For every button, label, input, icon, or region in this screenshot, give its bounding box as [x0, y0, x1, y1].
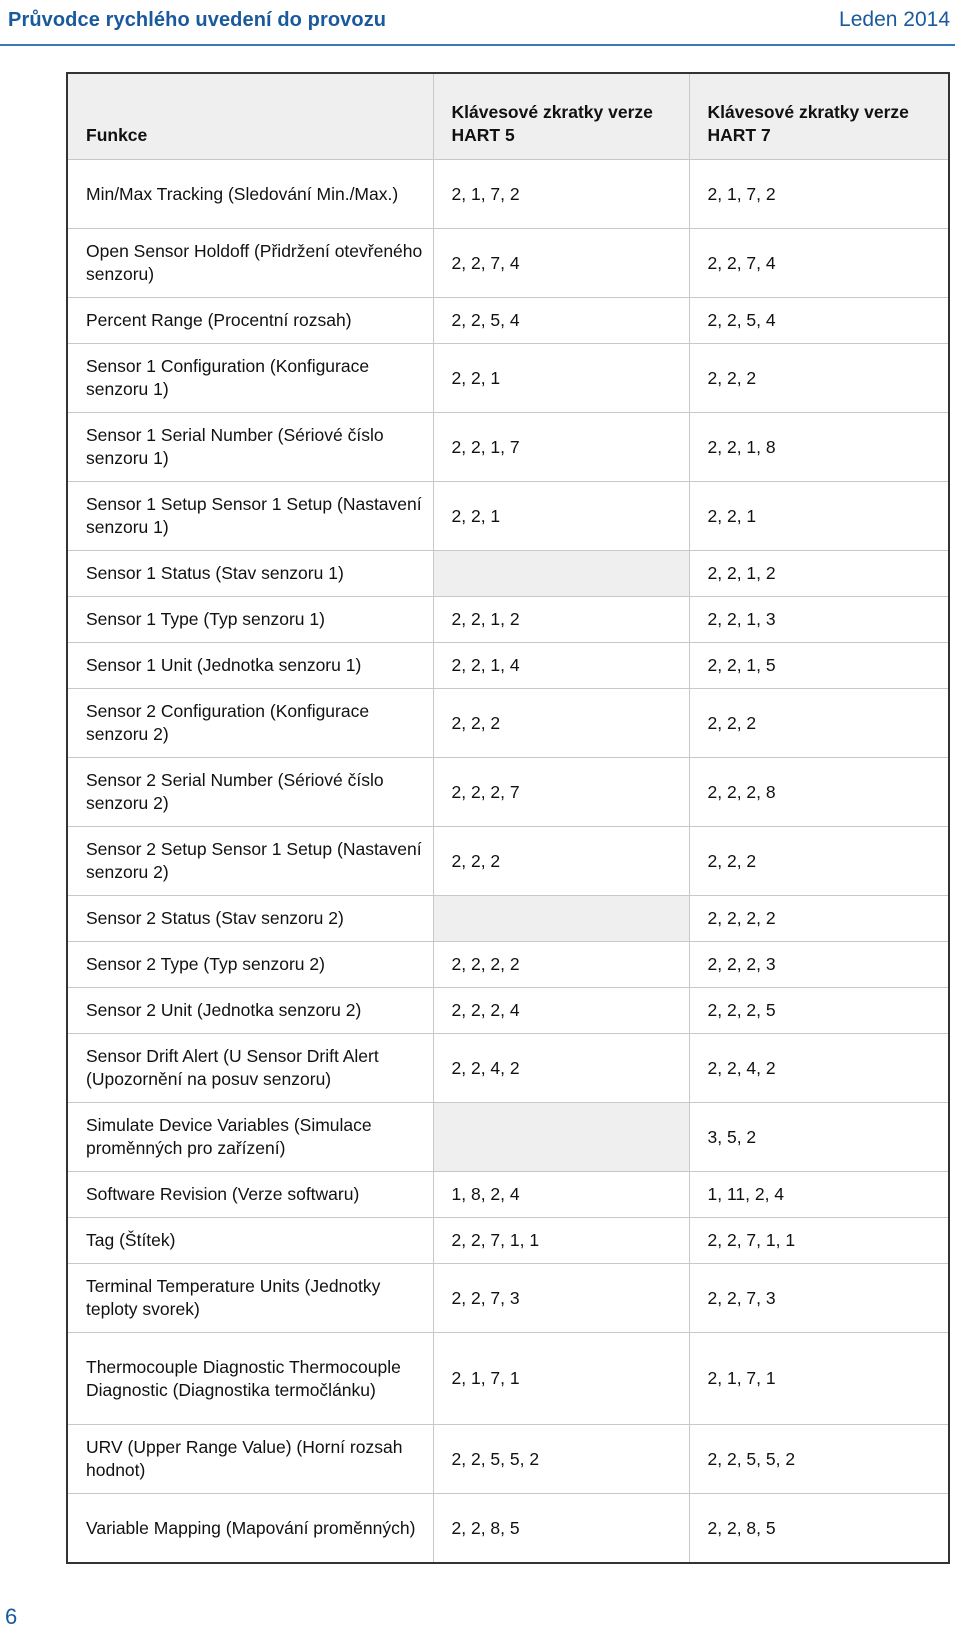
cell-hart5: 1, 8, 2, 4	[433, 1172, 689, 1218]
cell-funkce: Min/Max Tracking (Sledování Min./Max.)	[67, 160, 433, 229]
cell-funkce: Tag (Štítek)	[67, 1218, 433, 1264]
cell-funkce: Sensor 1 Type (Typ senzoru 1)	[67, 597, 433, 643]
cell-hart7: 2, 2, 2, 5	[689, 988, 949, 1034]
table-row	[67, 643, 949, 689]
cell-hart5: 2, 2, 8, 5	[433, 1494, 689, 1564]
cell-hart5: 2, 2, 2	[433, 827, 689, 896]
cell-funkce: Sensor 1 Unit (Jednotka senzoru 1)	[67, 643, 433, 689]
cell-funkce: Sensor 2 Status (Stav senzoru 2)	[67, 896, 433, 942]
cell-hart7: 2, 2, 7, 4	[689, 229, 949, 298]
cell-hart7: 2, 2, 2	[689, 344, 949, 413]
table-row	[67, 988, 949, 1034]
cell-hart7: 2, 2, 2	[689, 827, 949, 896]
cell-hart7: 2, 2, 2, 8	[689, 758, 949, 827]
table-row	[67, 344, 949, 413]
cell-funkce: Thermocouple Diagnostic Thermocouple Diagnostic (Diagnostika termočlánku)	[67, 1333, 433, 1425]
cell-funkce: Percent Range (Procentní rozsah)	[67, 298, 433, 344]
cell-hart5	[433, 1103, 689, 1172]
cell-hart7: 2, 1, 7, 2	[689, 160, 949, 229]
table-row	[67, 298, 949, 344]
shortcut-table	[66, 72, 950, 1564]
cell-funkce: Sensor 1 Serial Number (Sériové číslo senzoru 1)	[67, 413, 433, 482]
column-header-hart5: Klávesové zkratky verze HART 5	[433, 73, 689, 160]
table-row	[67, 1264, 949, 1333]
cell-hart7: 2, 2, 1, 8	[689, 413, 949, 482]
table-row	[67, 942, 949, 988]
table-row	[67, 1494, 949, 1564]
table-row	[67, 758, 949, 827]
cell-hart5: 2, 2, 1	[433, 482, 689, 551]
table-row	[67, 160, 949, 229]
cell-hart5: 2, 2, 5, 4	[433, 298, 689, 344]
cell-hart7: 2, 2, 1, 5	[689, 643, 949, 689]
cell-hart7: 2, 2, 2	[689, 689, 949, 758]
table-row	[67, 413, 949, 482]
cell-hart5	[433, 551, 689, 597]
column-header-funkce: Funkce	[67, 73, 433, 160]
cell-hart5: 2, 2, 7, 4	[433, 229, 689, 298]
page-number: 6	[5, 1604, 18, 1629]
table-row	[67, 1218, 949, 1264]
cell-funkce: Sensor Drift Alert (U Sensor Drift Alert (Upozornění na posuv senzoru)	[67, 1034, 433, 1103]
cell-hart5: 2, 2, 2, 4	[433, 988, 689, 1034]
cell-hart5: 2, 2, 7, 1, 1	[433, 1218, 689, 1264]
cell-funkce: Variable Mapping (Mapování proměnných)	[67, 1494, 433, 1564]
document-date: Leden 2014	[839, 8, 950, 31]
table-body	[67, 160, 949, 1564]
table-row	[67, 1103, 949, 1172]
cell-hart5	[433, 896, 689, 942]
cell-funkce: Sensor 2 Serial Number (Sériové číslo senzoru 2)	[67, 758, 433, 827]
cell-funkce: Sensor 1 Setup Sensor 1 Setup (Nastavení senzoru 1)	[67, 482, 433, 551]
cell-hart5: 2, 2, 1, 4	[433, 643, 689, 689]
cell-hart7: 2, 2, 5, 4	[689, 298, 949, 344]
cell-hart5: 2, 2, 2	[433, 689, 689, 758]
cell-funkce: Terminal Temperature Units (Jednotky teploty svorek)	[67, 1264, 433, 1333]
cell-hart7: 2, 2, 8, 5	[689, 1494, 949, 1564]
page-header	[0, 0, 960, 46]
cell-hart7: 2, 2, 5, 5, 2	[689, 1425, 949, 1494]
cell-hart5: 2, 2, 7, 3	[433, 1264, 689, 1333]
cell-hart5: 2, 2, 2, 2	[433, 942, 689, 988]
cell-hart7: 2, 2, 4, 2	[689, 1034, 949, 1103]
table-row	[67, 1333, 949, 1425]
cell-hart7: 2, 2, 2, 3	[689, 942, 949, 988]
cell-funkce: Simulate Device Variables (Simulace proměnných pro zařízení)	[67, 1103, 433, 1172]
cell-hart7: 2, 2, 2, 2	[689, 896, 949, 942]
cell-hart5: 2, 2, 4, 2	[433, 1034, 689, 1103]
table-row	[67, 896, 949, 942]
cell-funkce: Software Revision (Verze softwaru)	[67, 1172, 433, 1218]
cell-hart5: 2, 1, 7, 1	[433, 1333, 689, 1425]
cell-hart5: 2, 2, 1, 2	[433, 597, 689, 643]
cell-hart7: 2, 2, 1, 2	[689, 551, 949, 597]
table-row	[67, 597, 949, 643]
cell-hart7: 3, 5, 2	[689, 1103, 949, 1172]
document-title: Průvodce rychlého uvedení do provozu	[8, 9, 387, 31]
cell-funkce: Sensor 1 Status (Stav senzoru 1)	[67, 551, 433, 597]
table-row	[67, 482, 949, 551]
cell-hart5: 2, 2, 2, 7	[433, 758, 689, 827]
cell-funkce: URV (Upper Range Value) (Horní rozsah hodnot)	[67, 1425, 433, 1494]
table-row	[67, 1172, 949, 1218]
cell-hart7: 2, 2, 1	[689, 482, 949, 551]
header-divider	[0, 44, 955, 46]
column-header-hart7: Klávesové zkratky verze HART 7	[689, 73, 949, 160]
table-header-row	[67, 73, 949, 160]
cell-funkce: Open Sensor Holdoff (Přidržení otevřeného senzoru)	[67, 229, 433, 298]
cell-hart5: 2, 1, 7, 2	[433, 160, 689, 229]
table-row	[67, 1425, 949, 1494]
cell-hart5: 2, 2, 5, 5, 2	[433, 1425, 689, 1494]
cell-hart7: 2, 2, 7, 1, 1	[689, 1218, 949, 1264]
table-row	[67, 229, 949, 298]
cell-hart7: 2, 1, 7, 1	[689, 1333, 949, 1425]
cell-hart7: 1, 11, 2, 4	[689, 1172, 949, 1218]
table-row	[67, 551, 949, 597]
table-row	[67, 827, 949, 896]
cell-funkce: Sensor 2 Unit (Jednotka senzoru 2)	[67, 988, 433, 1034]
cell-funkce: Sensor 2 Setup Sensor 1 Setup (Nastavení senzoru 2)	[67, 827, 433, 896]
cell-hart7: 2, 2, 7, 3	[689, 1264, 949, 1333]
cell-hart5: 2, 2, 1, 7	[433, 413, 689, 482]
cell-funkce: Sensor 2 Configuration (Konfigurace senzoru 2)	[67, 689, 433, 758]
cell-funkce: Sensor 2 Type (Typ senzoru 2)	[67, 942, 433, 988]
cell-hart5: 2, 2, 1	[433, 344, 689, 413]
table-row	[67, 689, 949, 758]
cell-hart7: 2, 2, 1, 3	[689, 597, 949, 643]
cell-funkce: Sensor 1 Configuration (Konfigurace senzoru 1)	[67, 344, 433, 413]
table-row	[67, 1034, 949, 1103]
